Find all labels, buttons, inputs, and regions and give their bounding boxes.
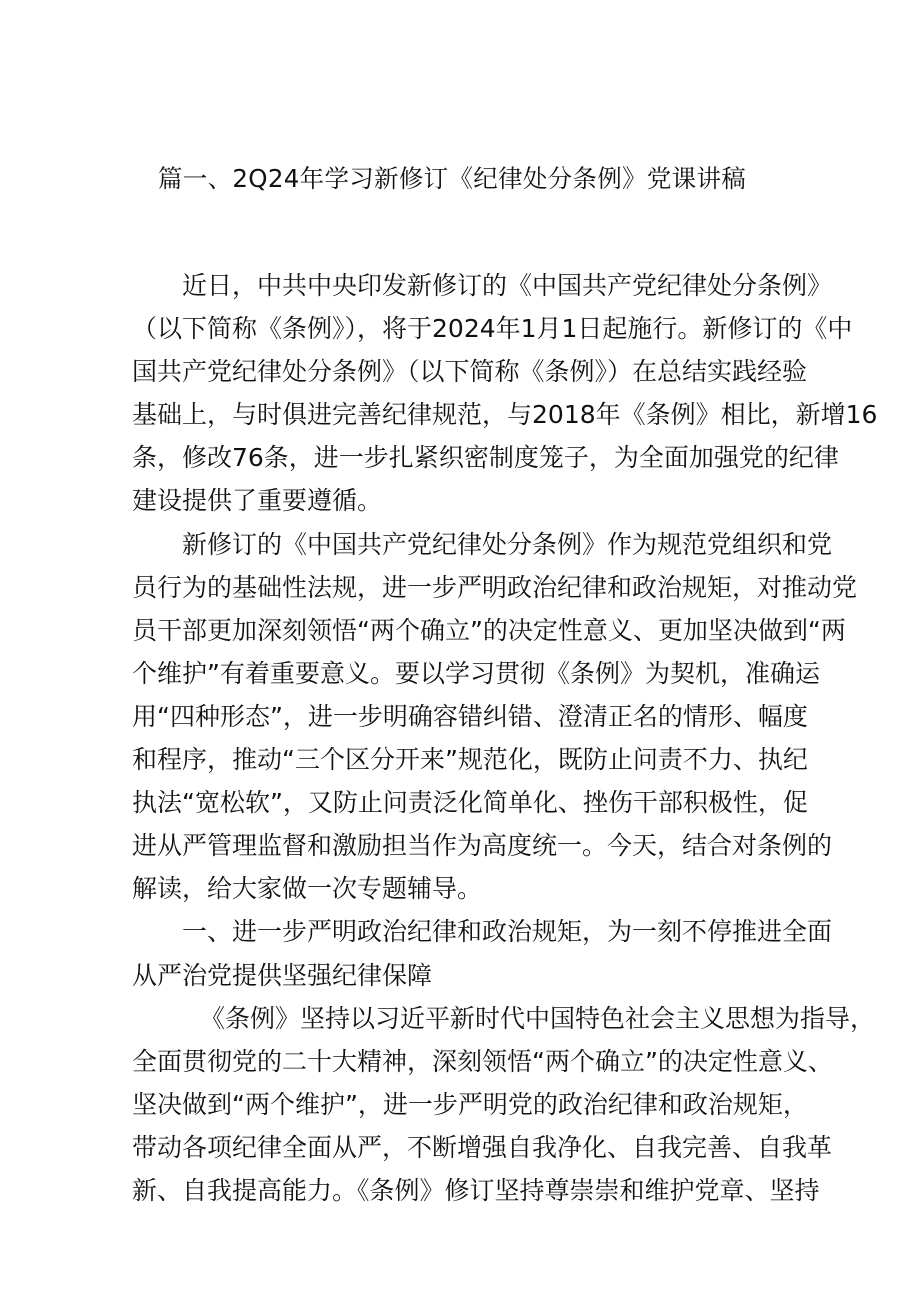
section-heading-line: 从严治党提供坚强纪律保障 (132, 960, 433, 990)
paragraph-line: 近日，中共中央印发新修订的《中国共产党纪律处分条例》 (182, 271, 833, 300)
document-body (132, 264, 878, 1212)
paragraph-line: 新、自我提高能力。《条例》修订坚持尊崇崇和维护党章、坚持 (132, 1175, 820, 1205)
paragraph-line: 个维护”有着重要意义。要以学习贯彻《条例》为契机，准确运 (132, 658, 820, 688)
paragraph-line: 员干部更加深刻领悟“两个确立”的决定性意义、更加坚决做到“两 (132, 615, 846, 645)
paragraph-line: 《条例》坚持以习近平新时代中国特色社会主义思想为指导， (200, 1003, 876, 1033)
paragraph-line: 国共产党纪律处分条例》（以下简称《条例》）在总结实践经验 (132, 357, 808, 387)
paragraph-line: 和程序，推动“三个区分开来”规范化，既防止问责不力、执纪 (132, 745, 808, 775)
paragraph-line: 坚决做到“两个维护”，进一步严明党的政治纪律和政治规矩， (132, 1089, 808, 1119)
paragraph-line: 基础上，与时俱进完善纪律规范，与2018年《条例》相比，新增16 (132, 400, 878, 430)
paragraph-line: 用“四种形态”，进一步明确容错纠错、澄清正名的情形、幅度 (132, 701, 808, 731)
paragraph-line: 带动各项纪律全面从严，不断增强自我净化、自我完善、自我革 (132, 1132, 833, 1162)
paragraph-line: （以下简称《条例》），将于2024年1月1日起施行。新修订的《中 (132, 314, 853, 344)
paragraph-line: 执法“宽松软”，又防止问责泛化简单化、挫伤干部积极性，促 (132, 788, 808, 818)
paragraph-line: 员行为的基础性法规，进一步严明政治纪律和政治规矩，对推动党 (132, 572, 858, 602)
paragraph-line: 解读，给大家做一次专题辅导。 (132, 874, 483, 904)
paragraph-line: 新修订的《中国共产党纪律处分条例》作为规范党组织和党 (182, 529, 833, 559)
paragraph-line: 条，修改76条，进一步扎紧织密制度笼子，为全面加强党的纪律 (132, 443, 839, 473)
section-heading-line: 一、进一步严明政治纪律和政治规矩，为一刻不停推进全面 (182, 917, 833, 947)
document-title: 篇一、2Q24年学习新修订《纪律处分条例》党课讲稿 (158, 164, 747, 193)
paragraph-line: 建设提供了重要遵循。 (132, 486, 383, 516)
paragraph-line: 进从严管理监督和激励担当作为高度统一。今天，结合对条例的 (132, 831, 833, 861)
paragraph-line: 全面贯彻党的二十大精神，深刻领悟“两个确立”的决定性意义、 (132, 1046, 833, 1076)
